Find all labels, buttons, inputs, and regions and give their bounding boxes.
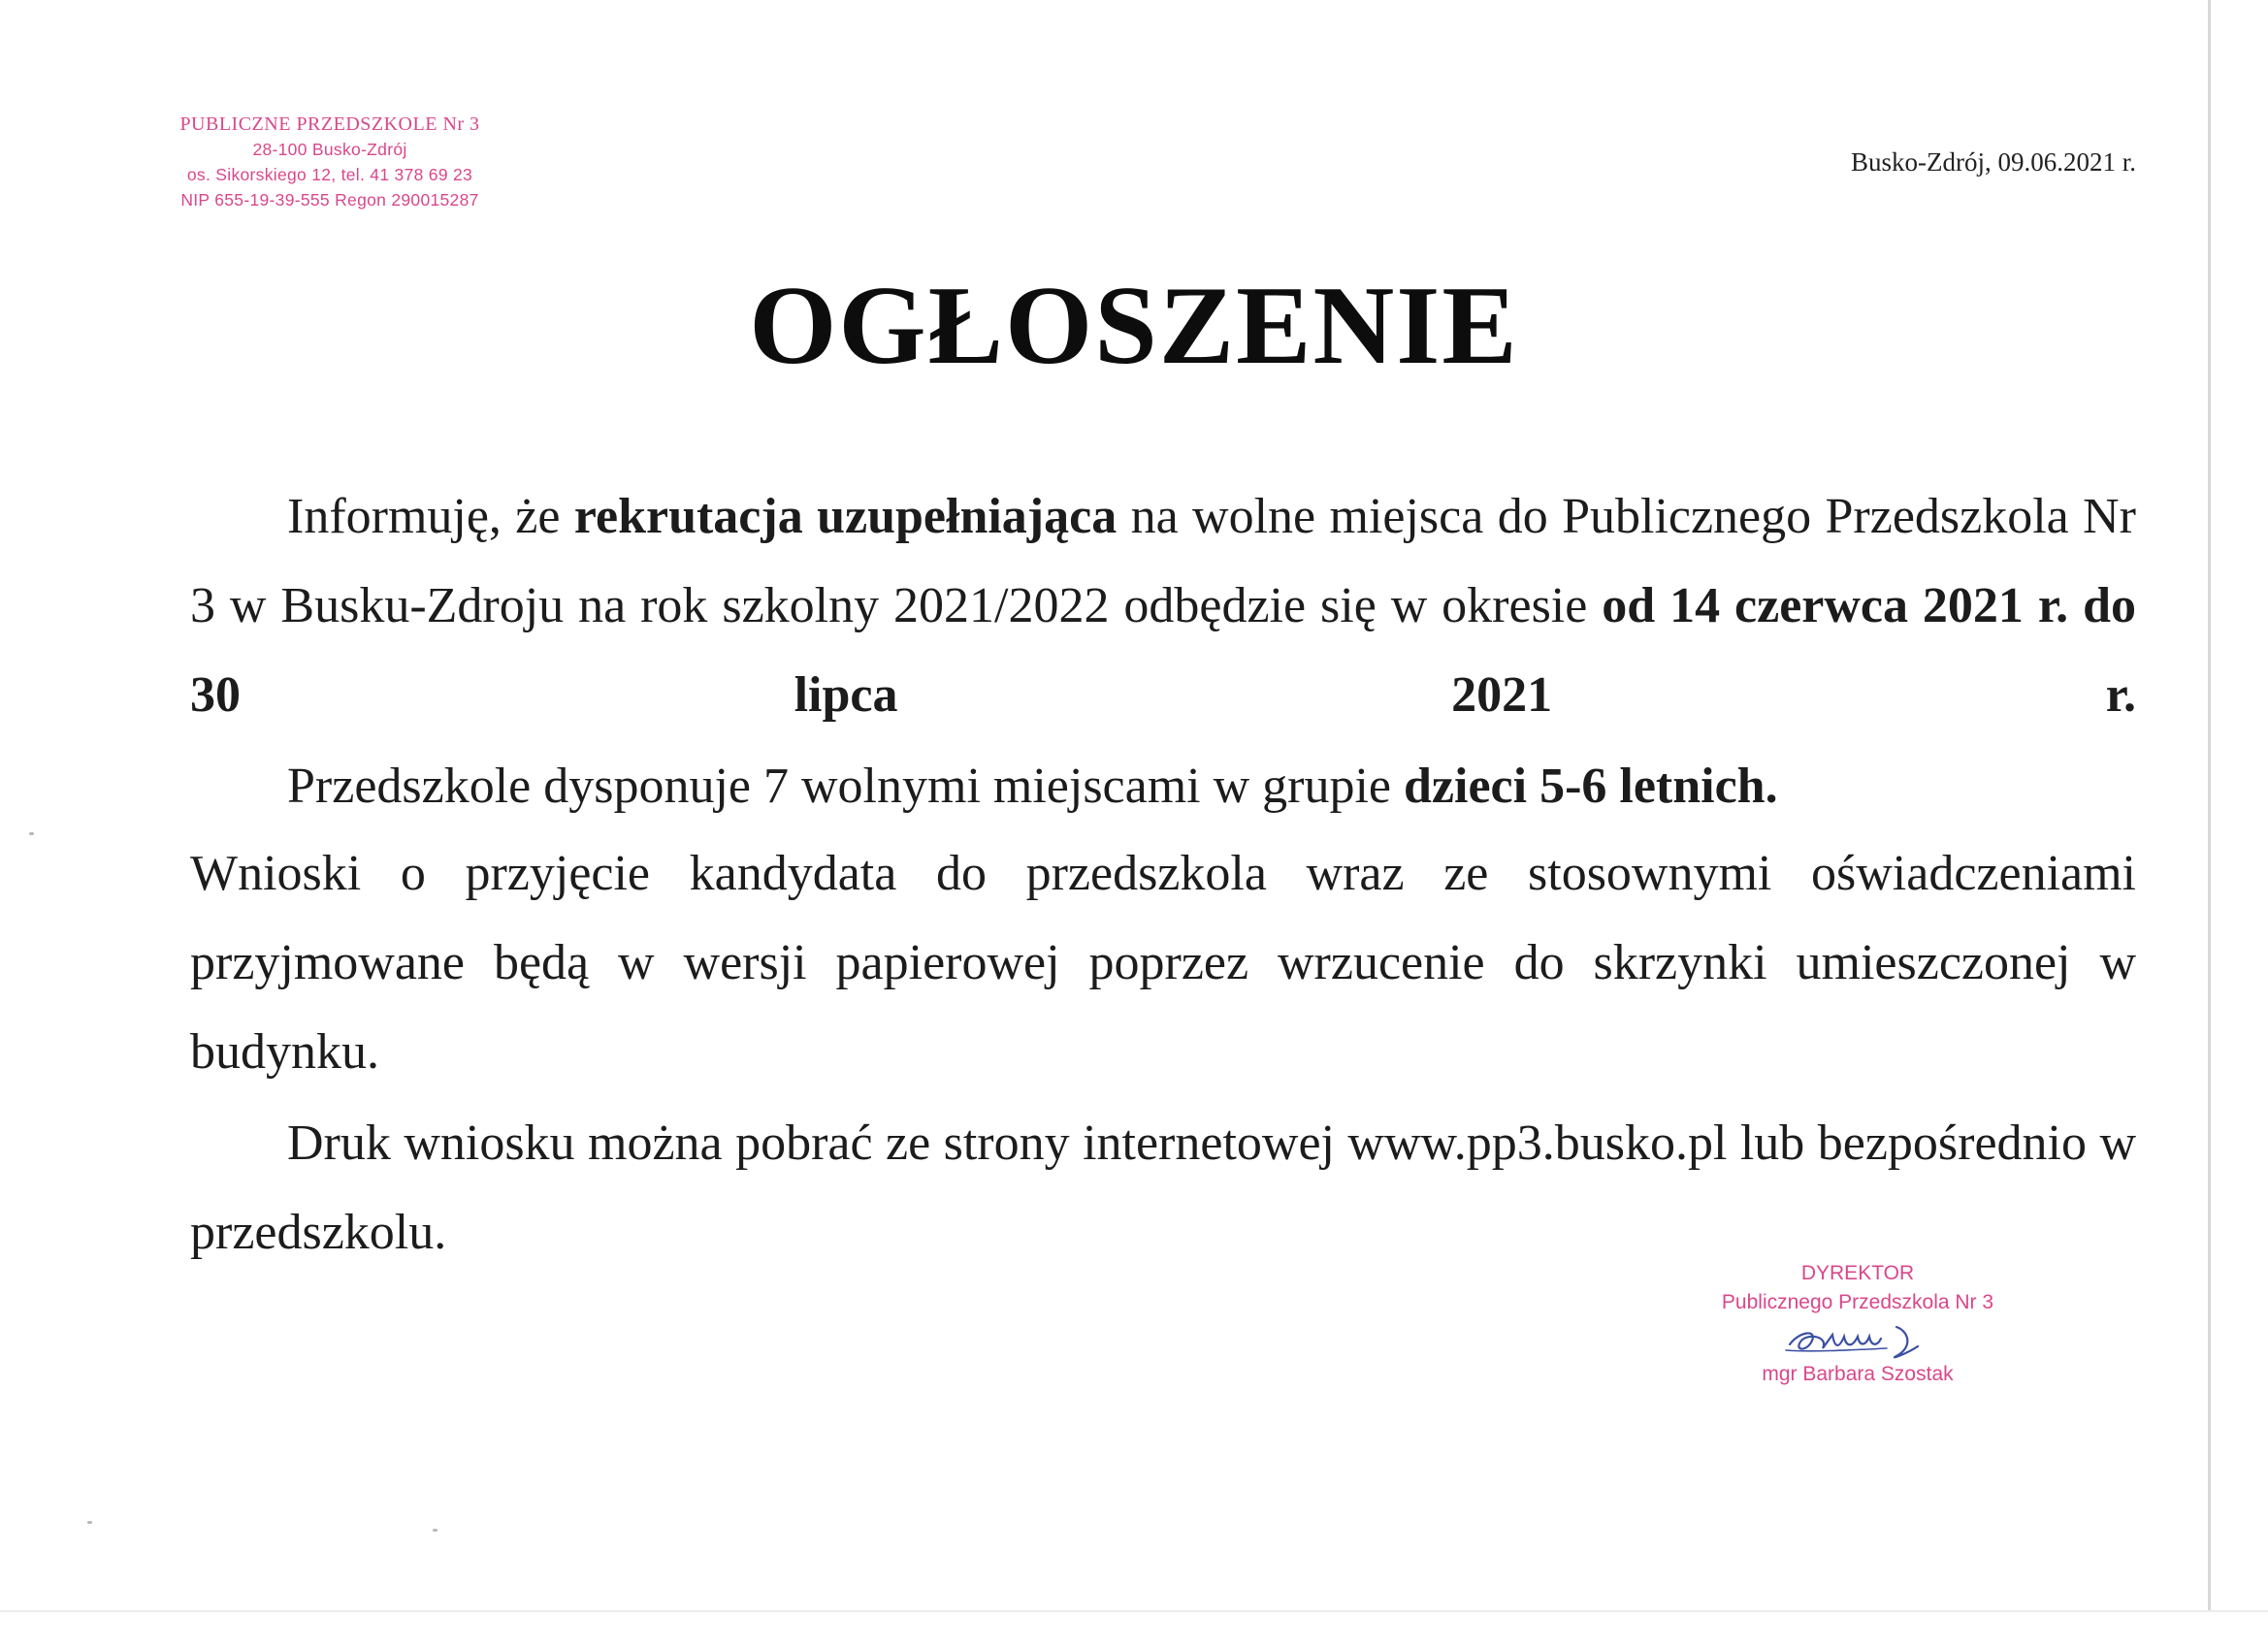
p2-text-a: Przedszkole dysponuje 7 wolnymi miejscami w grupie — [287, 759, 1405, 814]
signature-institution: Publicznego Przedszkola Nr 3 — [1721, 1291, 1994, 1313]
p1-bold-dates: od 14 czerwca 2021 r. do 30 lipca 2021 r. — [190, 578, 2136, 723]
paragraph-recruitment — [190, 472, 2136, 740]
signature-role: DYREKTOR — [1800, 1262, 1915, 1284]
p1-bold-recruitment: rekrutacja uzupełniająca — [573, 489, 1118, 544]
document-date: Busko-Zdrój, 09.06.2021 r. — [1851, 147, 2136, 177]
page-edge-bottom — [0, 1610, 2268, 1612]
document-title: OGŁOSZENIE — [749, 264, 1519, 388]
scan-speck — [29, 832, 34, 835]
signature-name: mgr Barbara Szostak — [1762, 1363, 1954, 1385]
p1-text-c: na wolne miejsca do Publicznego Przedszkola Nr 3 w Busku-Zdroju na rok szkolny 2021/2022 odbędzie się w okresie — [190, 489, 2136, 633]
handwritten-signature — [1751, 1317, 1964, 1366]
paragraph-form: Druk wniosku można pobrać ze strony internetowej www.pp3.busko.pl lub bezpośrednio w przedszkolu. — [190, 1116, 2136, 1260]
stamp-postal: 28-100 Busko-Zdrój — [252, 140, 407, 159]
stamp-ids: NIP 655-19-39-555 Regon 290015287 — [180, 190, 479, 210]
stamp-address: os. Sikorskiego 12, tel. 41 378 69 23 — [186, 165, 473, 184]
paragraph-places — [190, 742, 2136, 831]
page-edge — [2208, 0, 2211, 1610]
director-signature-stamp — [1654, 1259, 2061, 1389]
scan-speck — [433, 1529, 437, 1532]
p2-bold-group: dzieci 5-6 letnich. — [1404, 759, 1778, 814]
stamp-name: PUBLICZNE PRZEDSZKOLE Nr 3 — [179, 113, 480, 135]
announcement-body — [190, 472, 2136, 1277]
p1-text-a: Informuję, że — [287, 489, 574, 544]
scan-speck — [87, 1521, 92, 1524]
institution-stamp — [136, 112, 524, 212]
paragraph-applications: Wnioski o przyjęcie kandydata do przedszkola wraz ze stosownymi oświadczeniami przyjmowane będą w wersji papierowej poprzez wrzucenie do skrzynki umieszczonej w budynku. — [190, 846, 2136, 1080]
